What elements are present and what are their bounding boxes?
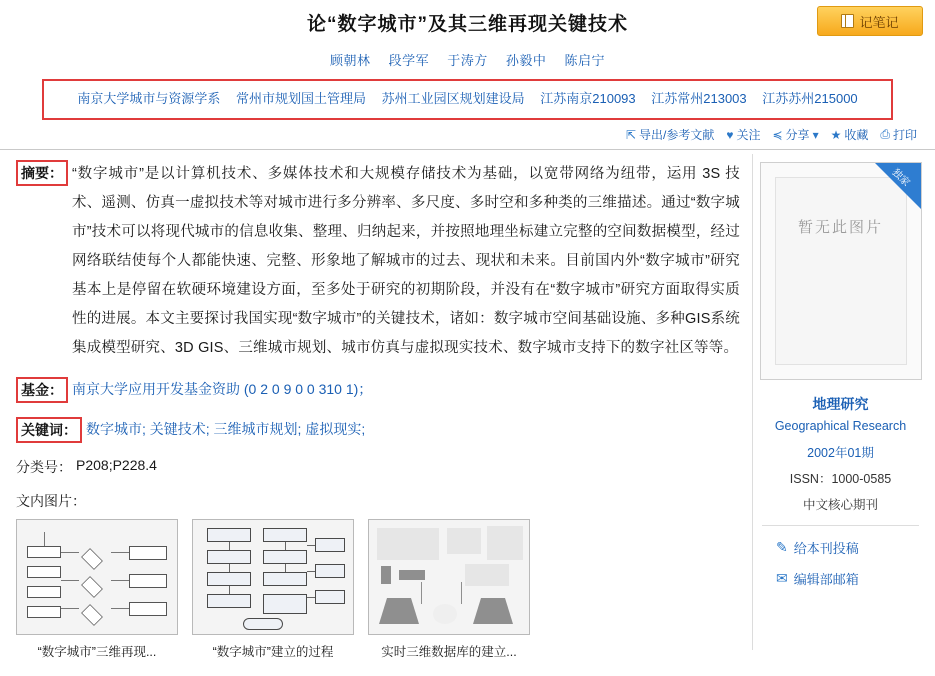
exclusive-ribbon-label: 独家	[889, 166, 912, 189]
figure-caption: “数字城市”建立的过程	[212, 645, 334, 659]
sidebar-divider	[752, 154, 753, 650]
affiliation-link[interactable]: 江苏常州213003	[651, 91, 747, 106]
affiliation-box	[42, 79, 893, 120]
sidebar-hr	[762, 525, 919, 526]
print-button[interactable]	[880, 126, 917, 143]
author-list	[0, 50, 935, 69]
title-row	[0, 0, 935, 40]
author-link[interactable]: 陈启宁	[564, 53, 606, 68]
fund-label: 基金：	[16, 377, 68, 403]
page-title: 论“数字城市”及其三维再现关键技术	[306, 14, 628, 35]
mail-icon: ✉	[776, 570, 788, 586]
journal-name-cn[interactable]: 地理研究	[812, 396, 869, 412]
star-icon: ★	[830, 127, 842, 142]
favorite-label: 收藏	[844, 128, 869, 142]
classification-row	[16, 457, 740, 477]
figure-caption: “数字城市”三维再现...	[37, 645, 157, 659]
submit-label: 给本刊投稿	[793, 541, 859, 556]
print-label: 打印	[892, 128, 917, 142]
affiliation-link[interactable]: 南京大学城市与资源学系	[77, 91, 221, 106]
cover-placeholder-text: 暂无此图片	[797, 219, 883, 236]
pen-icon: ✎	[776, 539, 788, 555]
author-link[interactable]: 于涛方	[447, 53, 488, 68]
take-note-label: 记笔记	[859, 14, 899, 30]
figure-thumbnail[interactable]	[16, 519, 178, 635]
figures-label: 文内图片：	[16, 493, 86, 509]
keywords-row	[16, 417, 740, 443]
favorite-button[interactable]	[831, 126, 869, 143]
journal-name-en: Geographical Research	[774, 419, 907, 433]
content-body	[0, 150, 935, 660]
follow-label: 关注	[736, 128, 761, 142]
heart-icon: ♥	[726, 127, 734, 142]
affiliation-link[interactable]: 常州市规划国土管理局	[235, 91, 366, 106]
fund-row	[16, 377, 740, 403]
figure-thumbnail[interactable]	[368, 519, 530, 635]
chevron-down-icon: ▾	[812, 127, 819, 142]
author-link[interactable]: 段学军	[388, 53, 430, 68]
figure-thumbnail[interactable]	[192, 519, 354, 635]
action-bar	[0, 120, 935, 149]
figure-item	[368, 519, 530, 660]
author-link[interactable]: 顾朝林	[329, 53, 371, 68]
share-label: 分享	[785, 128, 810, 142]
notebook-icon	[841, 14, 854, 28]
figure-item	[192, 519, 354, 660]
share-icon: ≼	[772, 127, 783, 142]
author-link[interactable]: 孙毅中	[505, 53, 547, 68]
affiliation-link[interactable]: 苏州工业园区规划建设局	[381, 91, 525, 106]
export-icon: ⇱	[625, 127, 636, 142]
export-label: 导出/参考文献	[639, 128, 715, 142]
figure-item	[16, 519, 178, 660]
figure-caption: 实时三维数据库的建立...	[381, 645, 517, 659]
keywords-label: 关键词：	[16, 417, 82, 443]
share-button[interactable]	[772, 126, 818, 143]
classification-value: P208;P228.4	[76, 457, 157, 473]
keywords-value[interactable]: 数字城市; 关键技术; 三维城市规划; 虚拟现实;	[86, 421, 366, 437]
fund-value[interactable]: 南京大学应用开发基金资助 (0 2 0 9 0 0 310 1)；	[72, 381, 373, 397]
journal-issue[interactable]: 2002年01期	[807, 446, 874, 460]
submit-to-journal-link[interactable]	[776, 538, 925, 557]
journal-core-badge: 中文核心期刊	[802, 498, 878, 512]
figure-list	[16, 519, 740, 660]
abstract-label: 摘要：	[16, 160, 68, 186]
affiliation-link[interactable]: 江苏苏州215000	[762, 91, 858, 106]
editorial-email-link[interactable]	[776, 569, 925, 588]
abstract-block	[16, 160, 740, 363]
abstract-text: “数字城市”是以计算机技术、多媒体技术和大规模存储技术为基础，以宽带网络为纽带，运用 3S 技术、遥测、仿真一虚拟技术等对城市进行多分辨率、多尺度、多时空和多种类的三维描述。通过“数字城市”技术可以将现代城市的信息收集、整理、归纳起来，并按照地理坐标建立完整的空间数据模型，经过网络联结使每个人都能快速、完整、形象地了解城市的过去、现状和未来。目前国内外“数字城市”研究基本上是停留在软硬环境建设方面，至多处于研究的初期阶段，并没有在“数字城市”研究方面取得实质性的进展。本文主要探讨我国实现“数字城市”的关键技术，诸如：数字城市空间基础设施、多种GIS系统集成模型研究、3D GIS、三维城市规划、城市仿真与虚拟现实技术、数字城市支持下的数字社区等等。	[72, 166, 740, 356]
journal-cover	[760, 162, 922, 380]
classification-label: 分类号：	[16, 459, 72, 475]
email-label: 编辑部邮箱	[793, 572, 859, 587]
export-reference-button[interactable]	[626, 126, 714, 143]
sidebar	[752, 150, 935, 660]
take-note-button[interactable]	[817, 6, 923, 36]
journal-issn: ISSN：1000-0585	[789, 472, 892, 486]
main-column	[0, 150, 752, 660]
affiliation-link[interactable]: 江苏南京210093	[540, 91, 636, 106]
printer-icon: ⎙	[880, 127, 890, 141]
follow-button[interactable]	[726, 126, 760, 143]
